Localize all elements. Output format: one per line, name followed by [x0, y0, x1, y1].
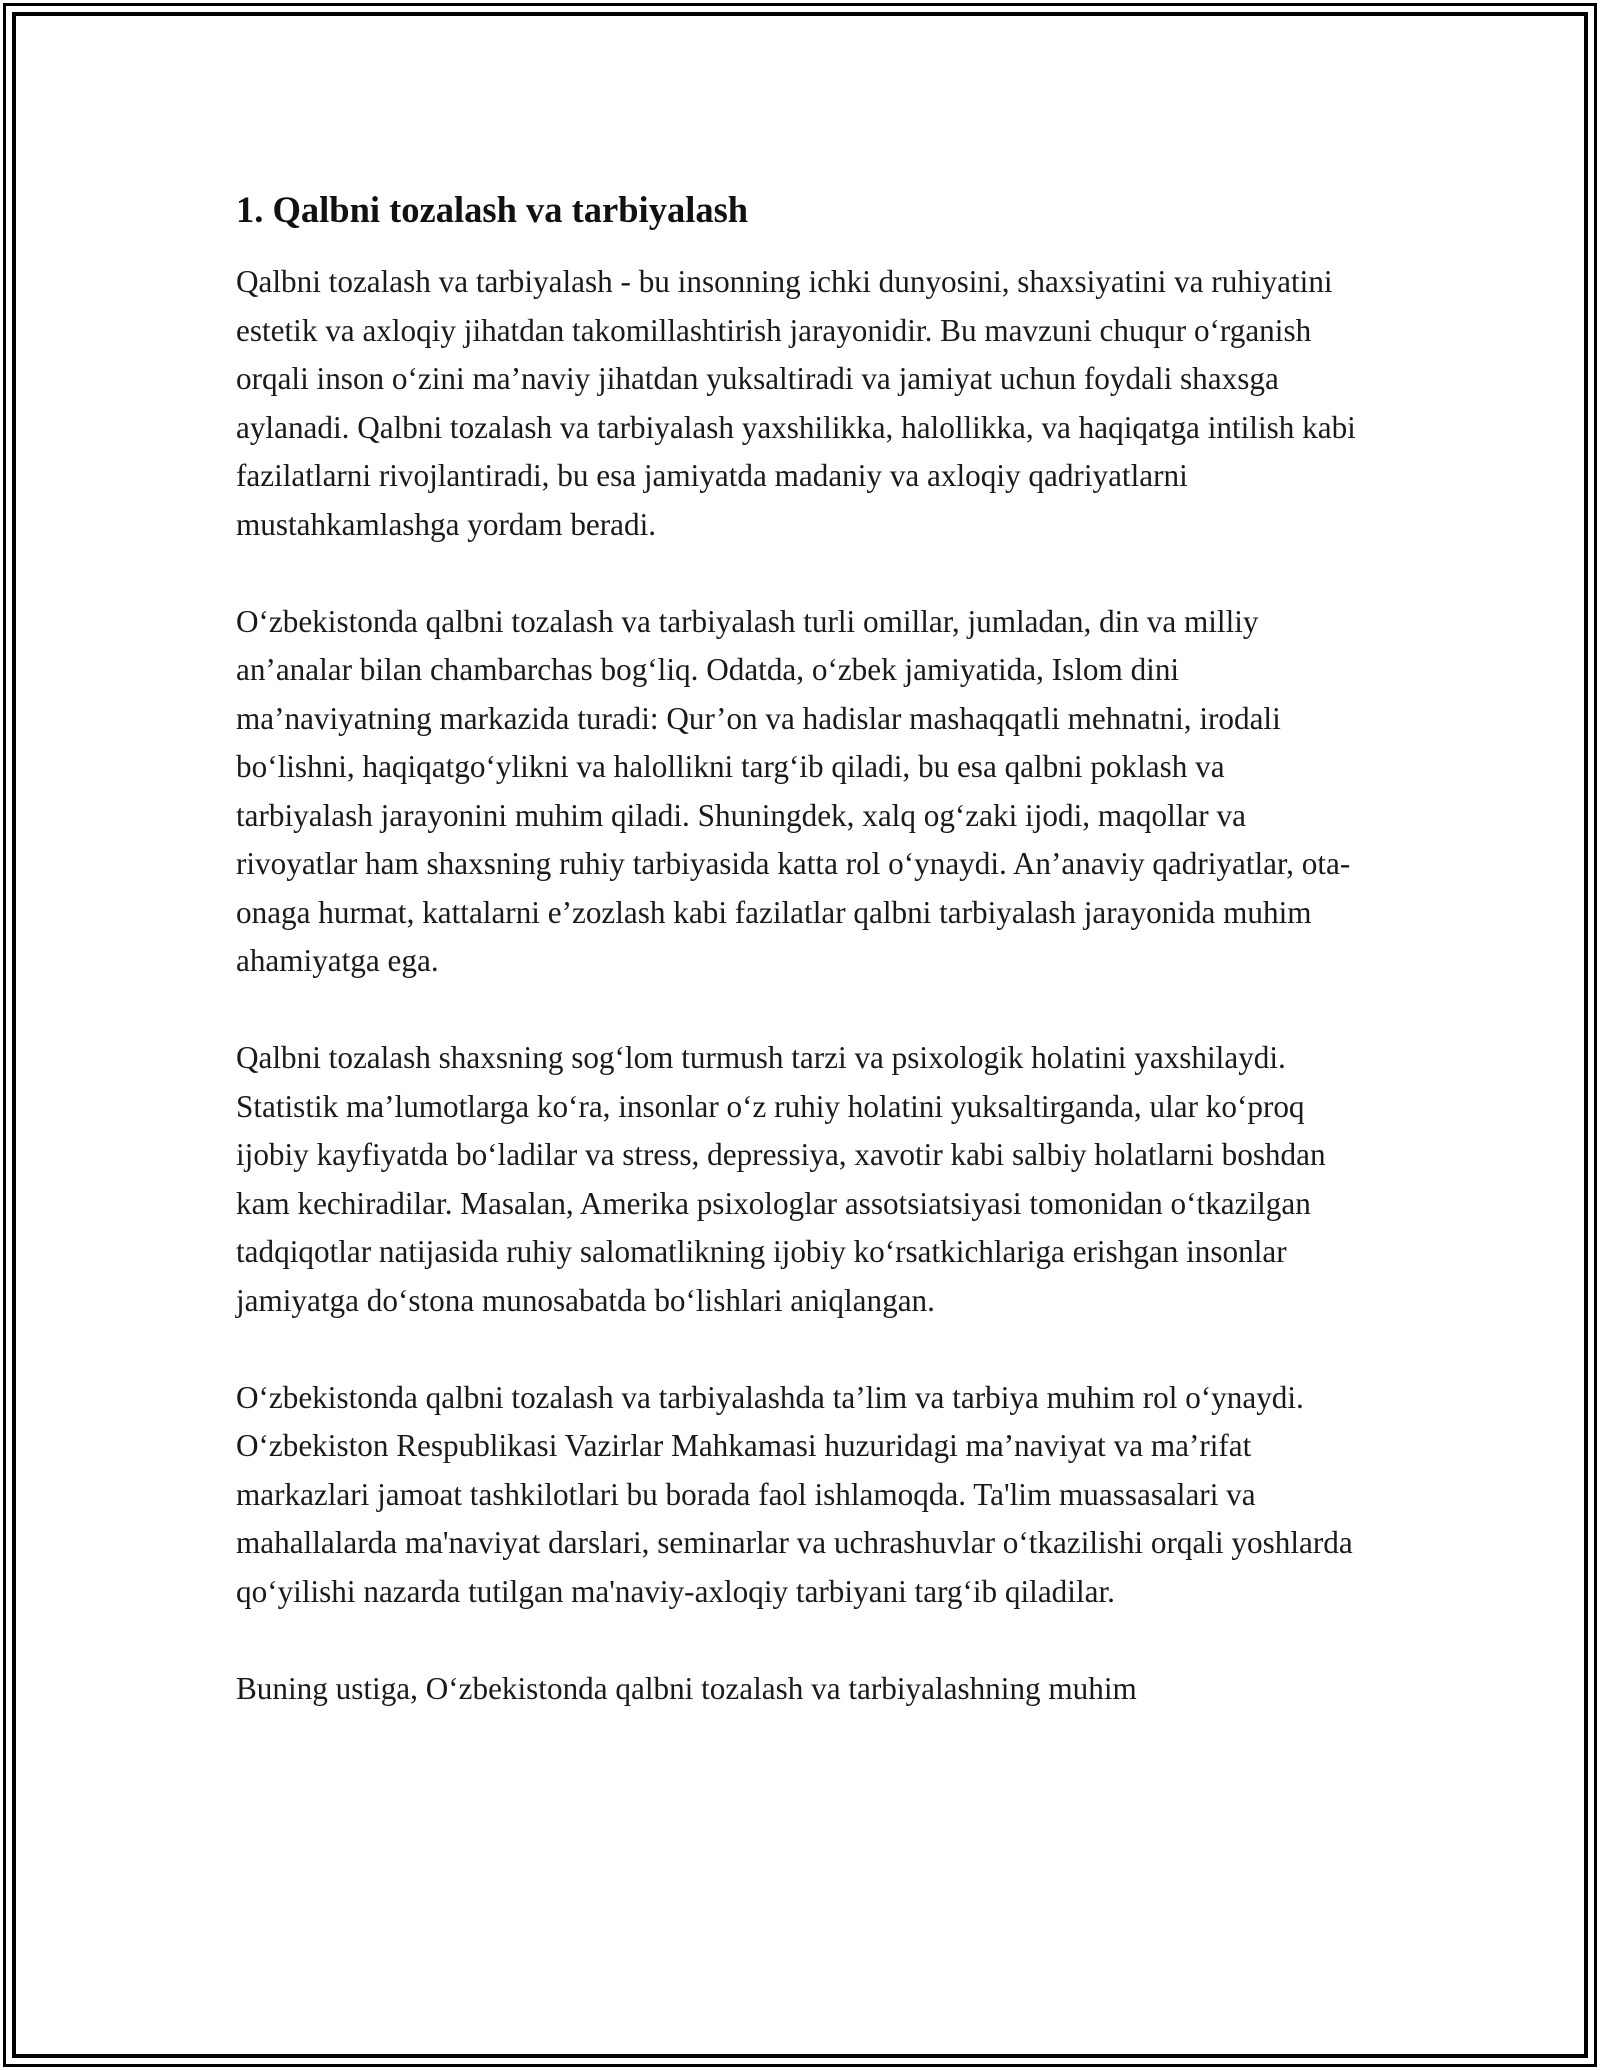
paragraph-continuation: Buning ustiga, O‘zbekistonda qalbni tozalash va tarbiyalashning muhim	[236, 1670, 1137, 1706]
paragraph-intro: Qalbni tozalash va tarbiyalash - bu insonning ichki dunyosini, shaxsiyatini va ruhiyatini estetik va axloqiy jihatdan takomillashtirish jarayonidir. Bu mavzuni chuqur o‘rganish orqali inson o‘zini ma’naviy jihatdan yuksaltiradi va jamiyat uchun foydali shaxsga aylanadi. Qalbni tozalash va tarbiyalash yaxshilikka, halollikka, va haqiqatga intilish kabi fazilatlarni rivojlantiradi, bu esa jamiyatda madaniy va axloqiy qadriyatlarni mustahkamlashga yordam beradi.	[236, 264, 1356, 542]
document-body	[236, 186, 1366, 1713]
section-heading: 1. Qalbni tozalash va tarbiyalash	[236, 189, 749, 230]
paragraph-religion-traditions: O‘zbekistonda qalbni tozalash va tarbiyalash turli omillar, jumladan, din va milliy an’analar bilan chambarchas bog‘liq. Odatda, o‘zbek jamiyatida, Islom dini ma’naviyatning markazida turadi: Qur’on va hadislar mashaqqatli mehnatni, irodali bo‘lishni, haqiqatgo‘ylikni va halollikni targ‘ib qiladi, bu esa qalbni poklash va tarbiyalash jarayonini muhim qiladi. Shuningdek, xalq og‘zaki ijodi, maqollar va rivoyatlar ham shaxsning ruhiy tarbiyasida katta rol o‘ynaydi. An’anaviy qadriyatlar, ota-onaga hurmat, kattalarni e’zozlash kabi fazilatlar qalbni tarbiyalash jarayonida muhim ahamiyatga ega.	[236, 603, 1351, 978]
paragraph-psychology: Qalbni tozalash shaxsning sog‘lom turmush tarzi va psixologik holatini yaxshilaydi. Statistik ma’lumotlarga ko‘ra, insonlar o‘z ruhiy holatini yuksaltirganda, ular ko‘proq ijobiy kayfiyatda bo‘ladilar va stress, depressiya, xavotir kabi salbiy holatlarni boshdan kam kechiradilar. Masalan, Amerika psixologlar assotsiatsiyasi tomonidan o‘tkazilgan tadqiqotlar natijasida ruhiy salomatlikning ijobiy ko‘rsatkichlariga erishgan insonlar jamiyatga do‘stona munosabatda bo‘lishlari aniqlangan.	[236, 1040, 1326, 1318]
paragraph-education: O‘zbekistonda qalbni tozalash va tarbiyalashda ta’lim va tarbiya muhim rol o‘ynaydi. O‘zbekiston Respublikasi Vazirlar Mahkamasi huzuridagi ma’naviyat va ma’rifat markazlari jamoat tashkilotlari bu borada faol ishlamoqda. Ta'lim muassasalari va mahallalarda ma'naviyat darslari, seminarlar va uchrashuvlar o‘tkazilishi orqali yoshlarda qo‘yilishi nazarda tutilgan ma'naviy-axloqiy tarbiyani targ‘ib qiladilar.	[236, 1379, 1353, 1609]
